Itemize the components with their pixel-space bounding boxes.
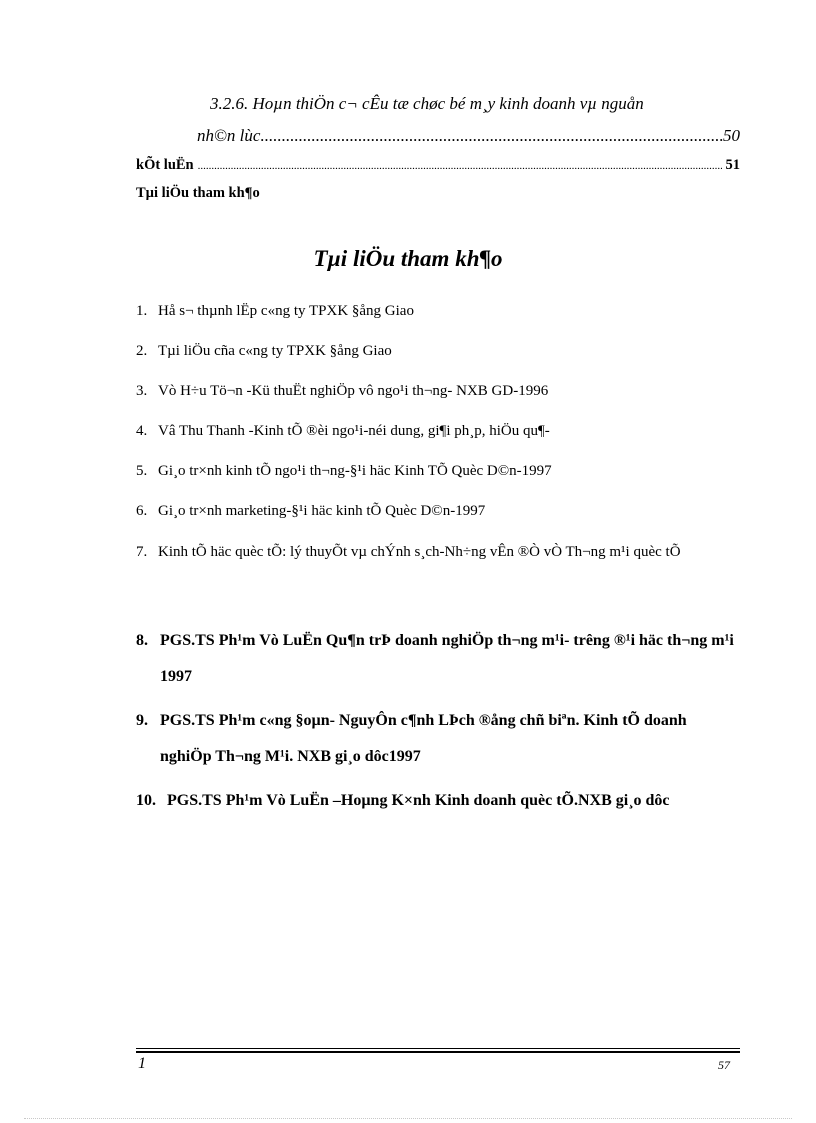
reference-number: 3. <box>136 383 148 399</box>
reference-item <box>136 623 740 695</box>
reference-item <box>136 783 716 819</box>
reference-text: PGS.TS Ph¹m c«ng §oµn- NguyÔn c¶nh LÞch ®ång chñ biªn. Kinh tÕ doanh nghiÖp Th¬ng M¹i. NXB gi¸o dôc1997 <box>160 712 687 765</box>
toc-leader <box>260 126 723 146</box>
reference-text: Gi¸o tr×nh kinh tÕ ngo¹i th¬ng-§¹i häc Kinh TÕ Quèc D©n-1997 <box>158 463 552 479</box>
reference-number: 9. <box>136 712 148 729</box>
reference-number: 10. <box>136 792 156 809</box>
reference-item <box>136 533 736 571</box>
reference-number: 8. <box>136 632 148 649</box>
toc-conclusion-label: kÕt luËn <box>136 157 194 173</box>
reference-text: Gi¸o tr×nh marketing-§¹i häc kinh tÕ Quèc D©n-1997 <box>158 503 486 519</box>
reference-text: Tµi liÖu cña c«ng ty TPXK §ång Giao <box>158 343 392 359</box>
reference-item <box>136 463 740 480</box>
toc-entry-326-line2 <box>197 126 740 146</box>
toc-entry-326-line1: 3.2.6. Hoµn thiÖn c¬ cÊu tæ chøc bé m¸y kinh doanh vµ nguån <box>210 94 644 113</box>
reference-number: 2. <box>136 343 148 359</box>
reference-number: 1. <box>136 303 148 319</box>
reference-number: 7. <box>136 544 148 560</box>
toc-entry-326-text: nh©n lùc <box>197 126 261 145</box>
reference-item <box>136 703 740 775</box>
footer-rule <box>136 1051 740 1053</box>
reference-text: PGS.TS Ph¹m Vò LuËn Qu¶n trÞ doanh nghiÖp th¬ng m¹i- trêng ®¹i häc th¬ng m¹i 1997 <box>160 632 734 685</box>
footer-rule <box>136 1048 740 1049</box>
reference-item <box>136 423 740 440</box>
page-number: 57 <box>718 1058 730 1072</box>
footer-left-text: 1 <box>138 1055 146 1072</box>
reference-text: Vâ Thu Thanh -Kinh tÕ ®èi ngo¹i-néi dung, gi¶i ph¸p, hiÖu qu¶- <box>158 423 550 439</box>
toc-entry-conclusion <box>136 157 740 174</box>
toc-leader <box>198 157 722 174</box>
toc-references-label: Tµi liÖu tham kh¶o <box>136 185 260 201</box>
page-title: Tµi liÖu tham kh¶o <box>313 246 503 271</box>
reference-number: 4. <box>136 423 148 439</box>
reference-number: 5. <box>136 463 148 479</box>
reference-item <box>136 303 740 320</box>
reference-number: 6. <box>136 503 148 519</box>
reference-text: Hå s¬ thµnh lËp c«ng ty TPXK §ång Giao <box>158 303 414 319</box>
page-bottom-divider <box>24 1118 792 1120</box>
reference-item <box>136 343 740 360</box>
reference-item <box>136 503 740 520</box>
toc-entry-326-page: 50 <box>723 126 740 145</box>
reference-item <box>136 383 740 400</box>
toc-conclusion-page: 51 <box>725 157 740 173</box>
reference-text: Vò H÷u Tö¬n -Kü thuËt nghiÖp vô ngo¹i th¬ng- NXB GD-1996 <box>158 383 549 399</box>
reference-text: PGS.TS Ph¹m Vò LuËn –Hoµng K×nh Kinh doanh quèc tÕ.NXB gi¸o dôc <box>167 792 670 809</box>
reference-text: Kinh tÕ häc quèc tÕ: lý thuyÕt vµ chÝnh s¸ch-Nh÷ng vÊn ®Ò vÒ Th¬ng m¹i quèc tÕ <box>158 544 681 560</box>
toc-entry-references <box>136 185 740 202</box>
